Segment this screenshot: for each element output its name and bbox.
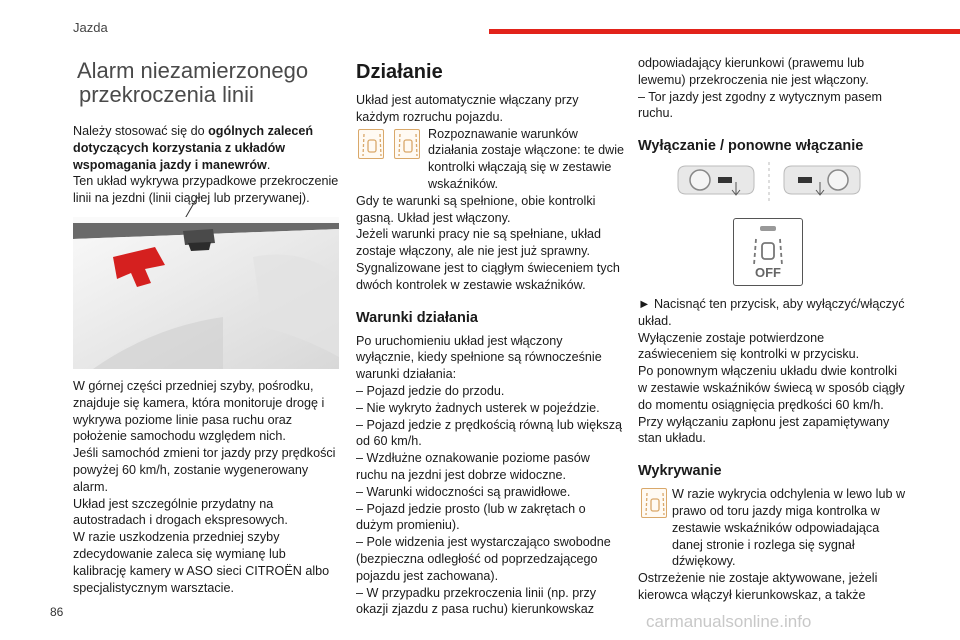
section-header: Jazda <box>73 20 108 35</box>
column-right-lower <box>638 296 906 604</box>
camera-paragraph: W górnej części przedniej szyby, pośrodku, znajduje się kamera, która monitoruje drogę i wykrywa poziome linie pasa ruchu oraz położenie samochodu względem nich. <box>73 379 325 444</box>
column-left-lower <box>73 378 339 596</box>
continued-paragraph: odpowiadający kierunkowi (prawemu lub lewemu) przekroczenia nie jest włączony. <box>638 56 869 87</box>
column-left <box>73 55 339 207</box>
lane-assist-off-button[interactable] <box>733 218 803 286</box>
list-item: – Tor jazdy jest zgodny z wytycznym pasem ruchu. <box>638 89 883 121</box>
list-item: – Nie wykryto żadnych usterek w pojeździe. <box>356 400 600 415</box>
list-item: – Warunki widoczności są prawidłowe. <box>356 484 571 499</box>
usage-paragraph: Układ jest szczególnie przydatny na autostradach i drogach ekspresowych. <box>73 496 288 528</box>
auto-enable-paragraph: Układ jest automatycznie włączany przy każdym rozruchu pojazdu. <box>356 93 579 124</box>
off-label: OFF <box>755 265 781 280</box>
heading-dzialanie: Działanie <box>356 61 443 83</box>
intro-pre: Należy stosować się do <box>73 124 209 138</box>
intro-bold: ogólnych zaleceń dotyczących korzystania z układów wspomagania jazdy i manewrów <box>73 124 314 172</box>
title-line-1: Alarm niezamierzonego <box>77 58 309 83</box>
list-item: – Pojazd jedzie do przodu. <box>356 383 505 398</box>
page-title <box>73 59 339 107</box>
detection-icon-wrapper <box>641 488 667 518</box>
column-middle <box>356 55 624 618</box>
ignition-paragraph: Przy wyłączaniu zapłonu jest zapamiętywany stan układu. <box>638 414 890 446</box>
column-right <box>638 55 906 161</box>
recognition-text: Rozpoznawanie warunków działania zostaje włączone: te dwie kontrolki włączają się w zestawie wskaźników. <box>428 126 625 191</box>
steering-wheel-diagram <box>674 160 864 204</box>
detection-paragraph: Ten układ wykrywa przypadkowe przekroczenie linii na jezdni (linii ciągłej lub przerywanej). <box>73 174 339 206</box>
list-item: – W przypadku przekroczenia linii (np. przy okazji zjazdu z pasa ruchu) kierunkowskaz <box>356 585 597 617</box>
windshield-camera-image <box>73 217 339 369</box>
windshield-illustration <box>73 217 339 369</box>
watermark: carmanualsonline.info <box>646 612 812 631</box>
lane-warning-left-icon <box>358 129 384 159</box>
heading-warunki: Warunki działania <box>356 309 478 326</box>
intro-paragraph <box>73 123 339 173</box>
heading-wykrywanie: Wykrywanie <box>638 463 722 480</box>
list-item: – Pole widzenia jest wystarczająco swobodne (bezpieczna odległość od poprzedzającego pojazdu jest zachowana). <box>356 535 611 583</box>
conditions-intro: Po uruchomieniu układ jest włączony wyłącznie, kiedy spełnione są równocześnie warunki działania: <box>356 333 602 382</box>
heading-wylaczanie: Wyłączanie / ponowne włączanie <box>638 138 864 155</box>
intro-post: . <box>266 157 271 172</box>
lane-warning-icon <box>641 488 667 518</box>
calibration-paragraph: W razie uszkodzenia przedniej szyby zdecydowanie zaleca się wymianę lub kalibrację kamery w ASO sieci CITROËN albo specjalistycznym warsztacie. <box>73 530 330 595</box>
warning-lights-paragraph <box>356 126 624 193</box>
list-item: – Wzdłużne oznakowanie poziome pasów ruchu na jezdni jest dobrze widoczne. <box>356 451 590 482</box>
header-accent-bar <box>489 29 960 34</box>
no-alert-paragraph: Ostrzeżenie nie zostaje aktywowane, jeżeli kierowca włączył kierunkowskaz, a także <box>638 571 878 602</box>
warning-icons <box>358 129 420 159</box>
title-line-2: przekroczenia linii <box>79 82 254 107</box>
detection-warning-paragraph <box>638 486 906 570</box>
list-item: – Pojazd jedzie z prędkością równą lub większą od 60 km/h. <box>356 417 623 449</box>
conditions-met-paragraph: Gdy te warunki są spełnione, obie kontrolki gasną. Układ jest włączony. <box>356 193 596 225</box>
steering-wheel-right-icon <box>828 170 848 190</box>
list-item: – Pojazd jedzie prosto (lub w zakrętach o dużym promieniu). <box>356 501 586 533</box>
conditions-not-met-paragraph: Jeżeli warunki pracy nie są spełniane, układ zostaje włączony, ale nie jest już sprawny. Sygnalizowane jest to ciągłym świeceniem tych dwóch kontrolek w zestawie wskaźników. <box>356 227 620 292</box>
press-button-paragraph: ► Nacisnąć ten przycisk, aby wyłączyć/włączyć układ. <box>638 297 905 328</box>
lane-warning-right-icon <box>394 129 420 159</box>
page-number: 86 <box>50 605 64 619</box>
reenable-paragraph: Po ponownym włączeniu układu dwie kontrolki w zestawie wskaźników świecą w sposób ciągły do momentu osiągnięcia prędkości 60 km/h. <box>638 364 905 412</box>
conditions-list <box>356 383 624 618</box>
detection-text: W razie wykrycia odchylenia w lewo lub w prawo od toru jazdy miga kontrolka w zestawie wskaźników odpowiadająca danej stronie i rozlega się sygnał dźwiękowy. <box>672 487 906 569</box>
alarm-paragraph: Jeśli samochód zmieni tor jazdy przy prędkości powyżej 60 km/h, zostanie wygenerowany alarm. <box>73 446 336 494</box>
steering-wheel-left-icon <box>690 170 710 190</box>
disable-confirm-paragraph: Wyłączenie zostaje potwierdzone zaświeceniem się kontrolki w przycisku. <box>638 330 860 362</box>
